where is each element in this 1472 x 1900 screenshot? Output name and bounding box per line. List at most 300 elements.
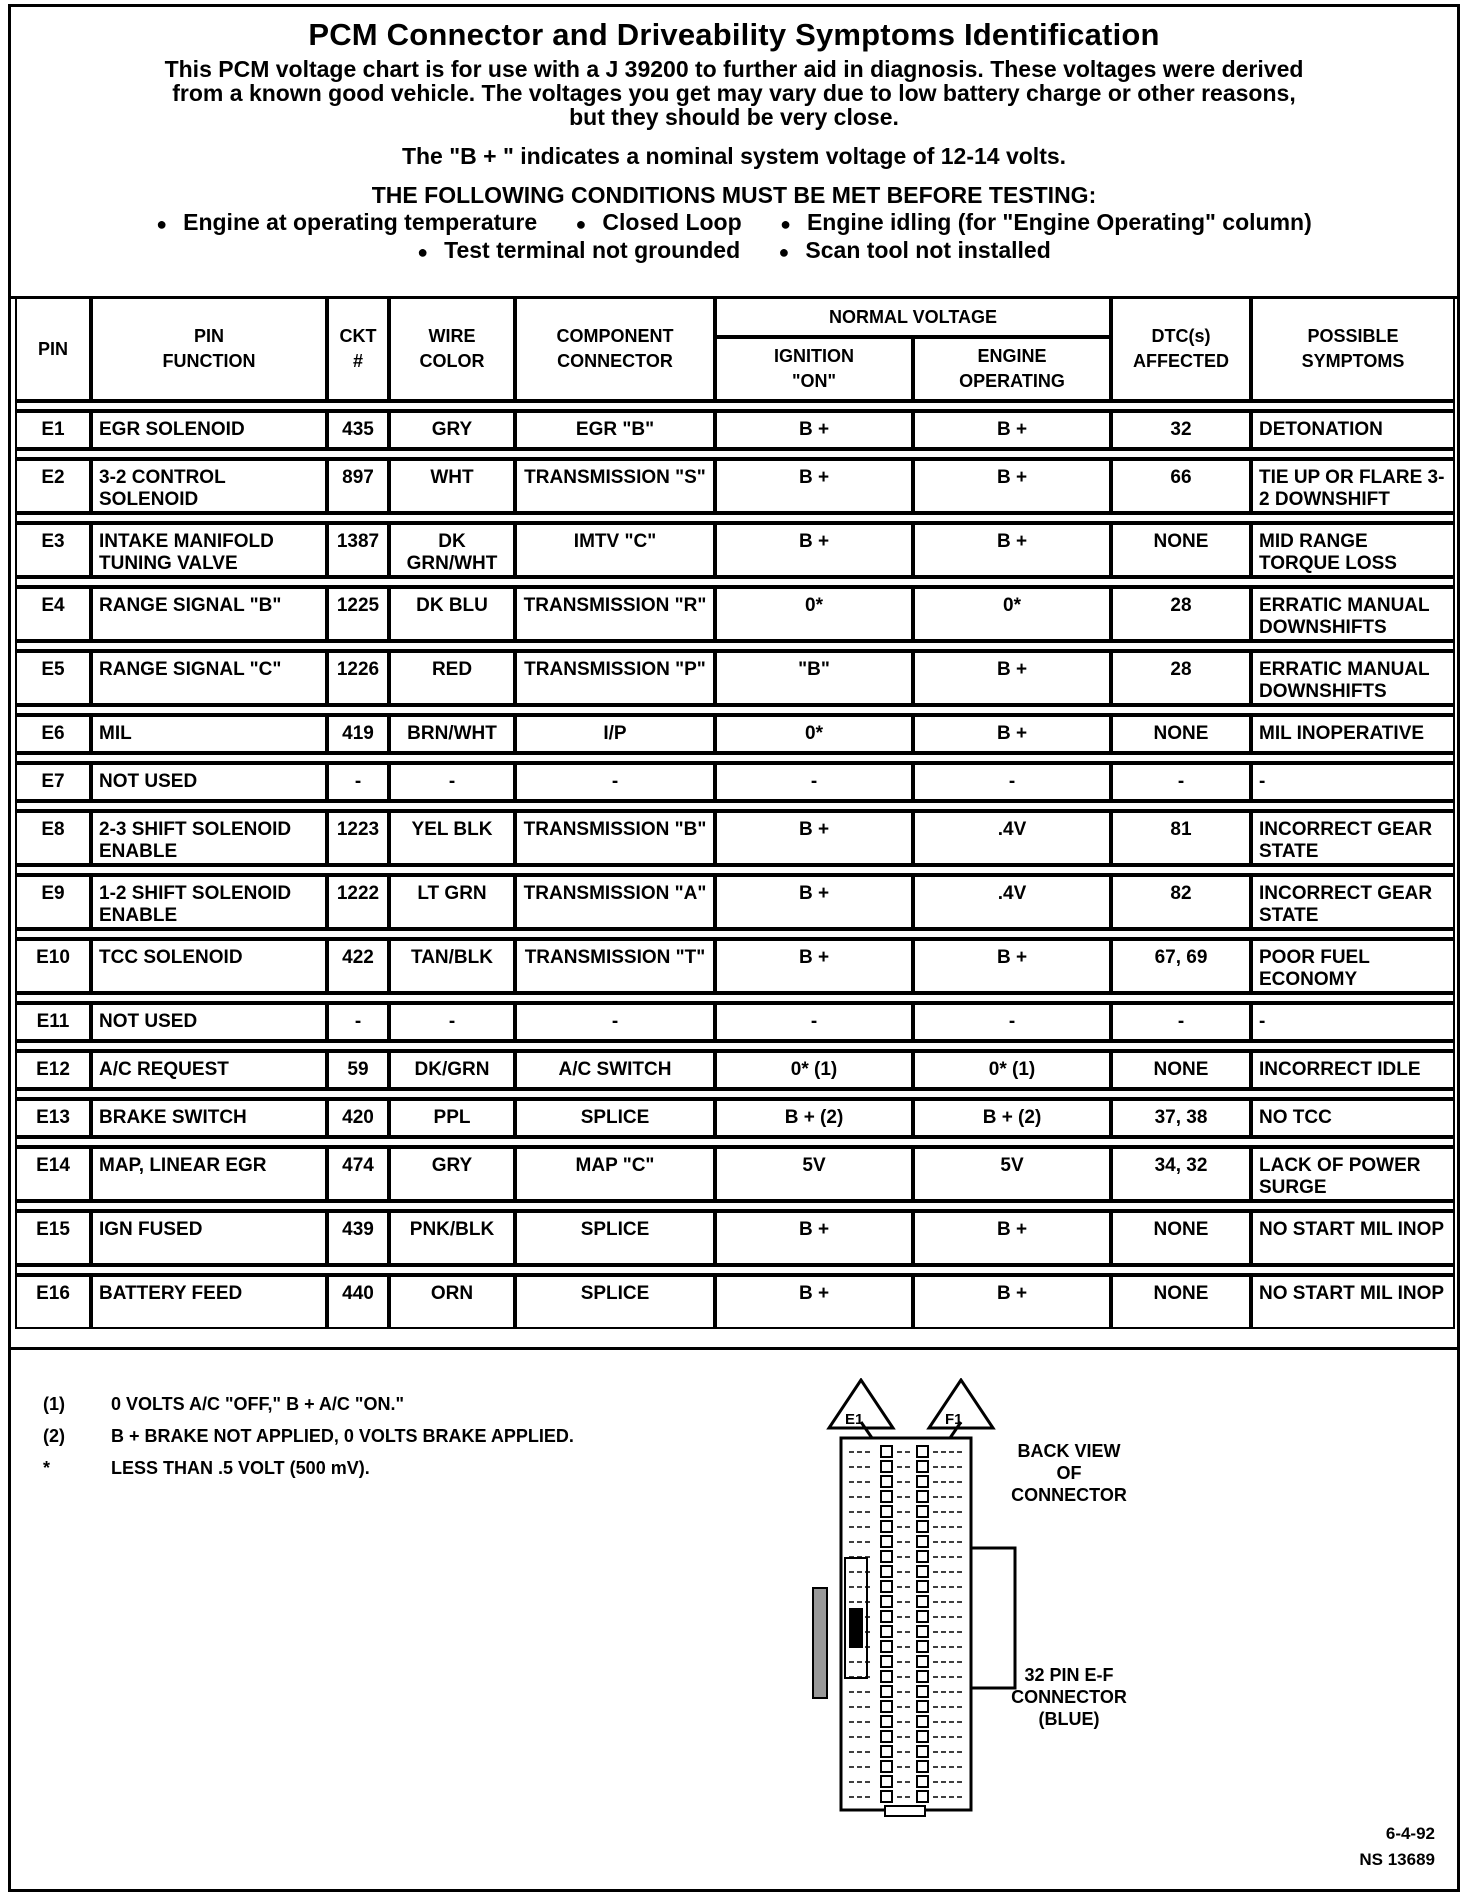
- dtc-cell: NONE: [1111, 523, 1251, 577]
- pin-cavity: [881, 1671, 892, 1682]
- table-row: [15, 763, 1455, 801]
- dtc-cell: 82: [1111, 875, 1251, 929]
- pin-cavity: [917, 1716, 928, 1727]
- col-header-pin-function: PIN FUNCTION: [91, 297, 327, 401]
- wire-color-cell: GRY: [389, 1147, 515, 1201]
- dtc-cell: NONE: [1111, 1275, 1251, 1329]
- pin-cavity: [881, 1776, 892, 1787]
- symptom-cell: LACK OF POWER SURGE: [1251, 1147, 1455, 1201]
- dtc-cell: -: [1111, 1003, 1251, 1041]
- row-spacer-cell: [15, 865, 1455, 875]
- ckt-cell: 420: [327, 1099, 389, 1137]
- condition-text: Closed Loop: [602, 209, 742, 235]
- condition-text: Test terminal not grounded: [444, 237, 741, 263]
- pin-label-line: 32 PIN E-F: [1024, 1665, 1114, 1685]
- ignition-voltage-cell: B +: [715, 939, 913, 993]
- table-row: [15, 1275, 1455, 1329]
- col-header-normal-voltage: NORMAL VOLTAGE: [715, 297, 1111, 337]
- wire-color-cell: DK BLU: [389, 587, 515, 641]
- pin-cavity: [917, 1761, 928, 1772]
- row-spacer: [15, 929, 1455, 939]
- component-cell: TRANSMISSION "R": [515, 587, 715, 641]
- function-cell: A/C REQUEST: [91, 1051, 327, 1089]
- condition-item: [409, 237, 748, 263]
- wire-color-cell: ORN: [389, 1275, 515, 1329]
- function-cell: RANGE SIGNAL "C": [91, 651, 327, 705]
- bullet-icon: ●: [780, 214, 791, 234]
- function-cell: 1-2 SHIFT SOLENOID ENABLE: [91, 875, 327, 929]
- table-row: [15, 811, 1455, 865]
- engine-voltage-cell: B + (2): [913, 1099, 1111, 1137]
- conditions-title: THE FOLLOWING CONDITIONS MUST BE MET BEFORE TESTING:: [371, 182, 1097, 208]
- wire-color-cell: DK/GRN: [389, 1051, 515, 1089]
- ignition-voltage-cell: B +: [715, 459, 913, 513]
- pin-cavity: [881, 1446, 892, 1457]
- ckt-cell: 422: [327, 939, 389, 993]
- wire-color-cell: WHT: [389, 459, 515, 513]
- intro-line-3: but they should be very close.: [569, 104, 899, 130]
- intro-line-2: from a known good vehicle. The voltages you get may vary due to low battery charge or other reasons,: [172, 80, 1296, 106]
- component-cell: -: [515, 763, 715, 801]
- engine-voltage-cell: B +: [913, 1275, 1111, 1329]
- bplus-note: The "B + " indicates a nominal system voltage of 12-14 volts.: [401, 143, 1067, 169]
- ckt-cell: 474: [327, 1147, 389, 1201]
- wire-color-cell: -: [389, 763, 515, 801]
- pin-cavity: [917, 1536, 928, 1547]
- table-row: [15, 587, 1455, 641]
- page-title: PCM Connector and Driveability Symptoms Identification: [308, 17, 1160, 52]
- symptom-cell: ERRATIC MANUAL DOWNSHIFTS: [1251, 651, 1455, 705]
- component-cell: EGR "B": [515, 411, 715, 449]
- component-cell: TRANSMISSION "B": [515, 811, 715, 865]
- pin-cavity: [881, 1746, 892, 1757]
- pin-cavity: [917, 1551, 928, 1562]
- conditions-line-1: [11, 209, 1457, 237]
- ignition-voltage-cell: -: [715, 763, 913, 801]
- bullet-icon: ●: [156, 214, 168, 234]
- pin-cavity: [881, 1476, 892, 1487]
- ckt-cell: -: [327, 763, 389, 801]
- row-spacer: [15, 753, 1455, 763]
- row-spacer-cell: [15, 1137, 1455, 1147]
- row-spacer: [15, 1137, 1455, 1147]
- pin-cell: E15: [15, 1211, 91, 1265]
- pin-cavity: [917, 1566, 928, 1577]
- symptom-cell: INCORRECT GEAR STATE: [1251, 875, 1455, 929]
- component-cell: A/C SWITCH: [515, 1051, 715, 1089]
- col-header-dtc: DTC(s) AFFECTED: [1111, 297, 1251, 401]
- engine-voltage-cell: B +: [913, 459, 1111, 513]
- row-spacer-cell: [15, 513, 1455, 523]
- engine-voltage-cell: B +: [913, 939, 1111, 993]
- ckt-cell: 1387: [327, 523, 389, 577]
- wire-color-cell: GRY: [389, 411, 515, 449]
- component-cell: IMTV "C": [515, 523, 715, 577]
- row-spacer: [15, 577, 1455, 587]
- row-spacer: [15, 449, 1455, 459]
- pin-cavity: [881, 1716, 892, 1727]
- row-spacer-cell: [15, 577, 1455, 587]
- engine-voltage-cell: -: [913, 763, 1111, 801]
- engine-voltage-cell: B +: [913, 523, 1111, 577]
- bullet-icon: ●: [575, 214, 587, 234]
- pin-label-line: (BLUE): [1038, 1709, 1100, 1729]
- pin-cavity: [917, 1776, 928, 1787]
- pin-table-body: [15, 401, 1455, 1329]
- pin-cavity: [917, 1491, 928, 1502]
- engine-voltage-cell: 0* (1): [913, 1051, 1111, 1089]
- pin-cavity: [881, 1521, 892, 1532]
- pin-cavity: [881, 1761, 892, 1772]
- function-cell: BRAKE SWITCH: [91, 1099, 327, 1137]
- intro-line-1: This PCM voltage chart is for use with a J 39200 to further aid in diagnosis. These voltages were derived: [164, 56, 1304, 82]
- table-row: [15, 523, 1455, 577]
- engine-voltage-cell: B +: [913, 715, 1111, 753]
- symptom-cell: NO TCC: [1251, 1099, 1455, 1137]
- pin-cavity: [917, 1596, 928, 1607]
- dtc-cell: 66: [1111, 459, 1251, 513]
- component-cell: TRANSMISSION "A": [515, 875, 715, 929]
- ckt-cell: 435: [327, 411, 389, 449]
- dtc-cell: 37, 38: [1111, 1099, 1251, 1137]
- notes-footer: [11, 1347, 1457, 1892]
- pin-cavity: [881, 1656, 892, 1667]
- engine-voltage-cell: 0*: [913, 587, 1111, 641]
- table-header-row-1: [15, 297, 1455, 337]
- function-cell: RANGE SIGNAL "B": [91, 587, 327, 641]
- f1-tag: F1: [945, 1411, 963, 1428]
- row-spacer-cell: [15, 993, 1455, 1003]
- row-spacer: [15, 641, 1455, 651]
- pin-cavity: [881, 1551, 892, 1562]
- symptom-cell: ERRATIC MANUAL DOWNSHIFTS: [1251, 587, 1455, 641]
- pin-voltage-table: [15, 297, 1455, 1329]
- pin-cavity: [881, 1626, 892, 1637]
- dtc-cell: NONE: [1111, 715, 1251, 753]
- row-spacer-cell: [15, 1041, 1455, 1051]
- function-cell: BATTERY FEED: [91, 1275, 327, 1329]
- function-cell: NOT USED: [91, 763, 327, 801]
- engine-voltage-cell: .4V: [913, 811, 1111, 865]
- ckt-cell: 897: [327, 459, 389, 513]
- ckt-cell: 1225: [327, 587, 389, 641]
- pin-cell: E3: [15, 523, 91, 577]
- pin-cell: E6: [15, 715, 91, 753]
- symptom-cell: INCORRECT IDLE: [1251, 1051, 1455, 1089]
- ignition-voltage-cell: B +: [715, 875, 913, 929]
- pin-cavity: [917, 1656, 928, 1667]
- pin-cavity: [881, 1461, 892, 1472]
- engine-voltage-cell: 5V: [913, 1147, 1111, 1201]
- row-spacer: [15, 1089, 1455, 1099]
- document-sheet: [8, 4, 1460, 1892]
- engine-voltage-cell: B +: [913, 651, 1111, 705]
- pin-cavity: [917, 1506, 928, 1517]
- pin-cavity: [881, 1701, 892, 1712]
- note-mark: *: [43, 1458, 51, 1478]
- pin-cell: E9: [15, 875, 91, 929]
- condition-item: [771, 237, 1059, 263]
- pin-cavity: [881, 1731, 892, 1742]
- function-cell: 3-2 CONTROL SOLENOID: [91, 459, 327, 513]
- dtc-cell: 81: [1111, 811, 1251, 865]
- dtc-cell: 34, 32: [1111, 1147, 1251, 1201]
- ckt-cell: 419: [327, 715, 389, 753]
- dtc-cell: 28: [1111, 587, 1251, 641]
- function-cell: INTAKE MANIFOLD TUNING VALVE: [91, 523, 327, 577]
- pin-cavity: [917, 1701, 928, 1712]
- function-cell: TCC SOLENOID: [91, 939, 327, 993]
- dtc-cell: 28: [1111, 651, 1251, 705]
- table-row: [15, 1211, 1455, 1265]
- symptom-cell: NO START MIL INOP: [1251, 1211, 1455, 1265]
- component-cell: TRANSMISSION "P": [515, 651, 715, 705]
- e1-tag: E1: [845, 1411, 864, 1428]
- wire-color-cell: TAN/BLK: [389, 939, 515, 993]
- symptom-cell: POOR FUEL ECONOMY: [1251, 939, 1455, 993]
- conditions-line-2: [11, 237, 1457, 265]
- connector-diagram: [811, 1378, 1131, 1823]
- pin-cell: E10: [15, 939, 91, 993]
- note-text: LESS THAN .5 VOLT (500 mV).: [111, 1458, 370, 1478]
- function-cell: EGR SOLENOID: [91, 411, 327, 449]
- pin-cell: E11: [15, 1003, 91, 1041]
- pin-cavity: [881, 1491, 892, 1502]
- pin-cell: E13: [15, 1099, 91, 1137]
- pin-cell: E2: [15, 459, 91, 513]
- engine-voltage-cell: B +: [913, 411, 1111, 449]
- row-spacer: [15, 513, 1455, 523]
- pin-cell: E7: [15, 763, 91, 801]
- table-row: [15, 1003, 1455, 1041]
- engine-voltage-cell: -: [913, 1003, 1111, 1041]
- pin-cavity: [917, 1611, 928, 1622]
- dtc-cell: 32: [1111, 411, 1251, 449]
- note-3: [43, 1458, 370, 1479]
- table-row: [15, 715, 1455, 753]
- pin-cell: E1: [15, 411, 91, 449]
- pin-cavity: [881, 1506, 892, 1517]
- row-spacer-cell: [15, 1089, 1455, 1099]
- condition-item: [772, 209, 1320, 235]
- connector-latch: [813, 1588, 827, 1698]
- symptom-cell: TIE UP OR FLARE 3-2 DOWNSHIFT: [1251, 459, 1455, 513]
- table-row: [15, 651, 1455, 705]
- condition-text: Scan tool not installed: [805, 237, 1051, 263]
- row-spacer-cell: [15, 401, 1455, 411]
- pin-cavity: [881, 1596, 892, 1607]
- ignition-voltage-cell: B +: [715, 1275, 913, 1329]
- ckt-cell: 439: [327, 1211, 389, 1265]
- pin-cavity: [917, 1521, 928, 1532]
- row-spacer-cell: [15, 449, 1455, 459]
- back-view-line: BACK VIEW: [1017, 1441, 1121, 1461]
- pin-cell: E16: [15, 1275, 91, 1329]
- bullet-icon: ●: [417, 242, 429, 262]
- row-spacer: [15, 993, 1455, 1003]
- row-spacer-cell: [15, 801, 1455, 811]
- document-header: [11, 7, 1457, 299]
- symptom-cell: INCORRECT GEAR STATE: [1251, 811, 1455, 865]
- row-spacer-cell: [15, 753, 1455, 763]
- pin-cavity: [881, 1536, 892, 1547]
- function-cell: 2-3 SHIFT SOLENOID ENABLE: [91, 811, 327, 865]
- pin-cell: E14: [15, 1147, 91, 1201]
- ignition-voltage-cell: B + (2): [715, 1099, 913, 1137]
- ignition-voltage-cell: 5V: [715, 1147, 913, 1201]
- symptom-cell: MIL INOPERATIVE: [1251, 715, 1455, 753]
- col-header-engine-operating: ENGINE OPERATING: [913, 337, 1111, 401]
- ckt-cell: 1222: [327, 875, 389, 929]
- ignition-voltage-cell: "B": [715, 651, 913, 705]
- ignition-voltage-cell: B +: [715, 411, 913, 449]
- note-text: 0 VOLTS A/C "OFF," B + A/C "ON.": [111, 1394, 404, 1414]
- col-header-ckt: CKT #: [327, 297, 389, 401]
- symptom-cell: DETONATION: [1251, 411, 1455, 449]
- pin-cavity: [917, 1461, 928, 1472]
- col-header-pin: PIN: [15, 297, 91, 401]
- connector-key: [849, 1608, 863, 1648]
- component-cell: MAP "C": [515, 1147, 715, 1201]
- function-cell: NOT USED: [91, 1003, 327, 1041]
- table-row: [15, 1099, 1455, 1137]
- wire-color-cell: YEL BLK: [389, 811, 515, 865]
- back-view-line: CONNECTOR: [1011, 1485, 1127, 1505]
- table-row: [15, 1147, 1455, 1201]
- engine-voltage-cell: .4V: [913, 875, 1111, 929]
- ignition-voltage-cell: B +: [715, 1211, 913, 1265]
- row-spacer: [15, 801, 1455, 811]
- pin-cavity: [881, 1686, 892, 1697]
- table-row: [15, 1051, 1455, 1089]
- col-header-wire-color: WIRE COLOR: [389, 297, 515, 401]
- row-spacer-cell: [15, 641, 1455, 651]
- ignition-voltage-cell: 0* (1): [715, 1051, 913, 1089]
- symptom-cell: MID RANGE TORQUE LOSS: [1251, 523, 1455, 577]
- col-header-component: COMPONENT CONNECTOR: [515, 297, 715, 401]
- row-spacer-cell: [15, 705, 1455, 715]
- row-spacer: [15, 401, 1455, 411]
- back-view-label: [999, 1440, 1139, 1506]
- pin-cavity: [917, 1671, 928, 1682]
- pin-cavity: [881, 1566, 892, 1577]
- ignition-voltage-cell: -: [715, 1003, 913, 1041]
- ignition-voltage-cell: B +: [715, 523, 913, 577]
- row-spacer: [15, 1265, 1455, 1275]
- ckt-cell: 1223: [327, 811, 389, 865]
- pin-cell: E5: [15, 651, 91, 705]
- bullet-icon: ●: [778, 242, 790, 262]
- pin-cell: E8: [15, 811, 91, 865]
- symptom-cell: NO START MIL INOP: [1251, 1275, 1455, 1329]
- table-row: [15, 459, 1455, 513]
- pin-cavity: [917, 1731, 928, 1742]
- pin-cavity: [881, 1791, 892, 1802]
- pin-cavity: [917, 1626, 928, 1637]
- dtc-cell: NONE: [1111, 1051, 1251, 1089]
- note-2: [43, 1426, 574, 1447]
- wire-color-cell: RED: [389, 651, 515, 705]
- document-id: NS 13689: [1359, 1850, 1435, 1869]
- condition-item: [568, 209, 750, 235]
- condition-text: Engine idling (for "Engine Operating" column): [806, 209, 1312, 235]
- symptom-cell: -: [1251, 763, 1455, 801]
- ckt-cell: 59: [327, 1051, 389, 1089]
- row-spacer: [15, 865, 1455, 875]
- pin-label-line: CONNECTOR: [1011, 1687, 1127, 1707]
- table-row: [15, 875, 1455, 929]
- component-cell: SPLICE: [515, 1099, 715, 1137]
- row-spacer-cell: [15, 1201, 1455, 1211]
- pin-cavity: [917, 1746, 928, 1757]
- back-view-line: OF: [1056, 1463, 1082, 1483]
- note-text: B + BRAKE NOT APPLIED, 0 VOLTS BRAKE APPLIED.: [111, 1426, 574, 1446]
- wire-color-cell: DK GRN/WHT: [389, 523, 515, 577]
- pin-table-area: [15, 297, 1455, 1329]
- row-spacer: [15, 705, 1455, 715]
- table-row: [15, 939, 1455, 993]
- ckt-cell: 1226: [327, 651, 389, 705]
- wire-color-cell: PPL: [389, 1099, 515, 1137]
- note-mark: (1): [43, 1394, 65, 1414]
- dtc-cell: -: [1111, 763, 1251, 801]
- component-cell: I/P: [515, 715, 715, 753]
- dtc-cell: NONE: [1111, 1211, 1251, 1265]
- component-cell: TRANSMISSION "S": [515, 459, 715, 513]
- pin-cavity: [917, 1791, 928, 1802]
- pin-cavity: [881, 1581, 892, 1592]
- row-spacer-cell: [15, 1265, 1455, 1275]
- pin-cell: E12: [15, 1051, 91, 1089]
- function-cell: MIL: [91, 715, 327, 753]
- component-cell: -: [515, 1003, 715, 1041]
- function-cell: IGN FUSED: [91, 1211, 327, 1265]
- ignition-voltage-cell: 0*: [715, 587, 913, 641]
- component-cell: TRANSMISSION "T": [515, 939, 715, 993]
- pin-cavity: [881, 1641, 892, 1652]
- pin-cell: E4: [15, 587, 91, 641]
- symptom-cell: -: [1251, 1003, 1455, 1041]
- note-mark: (2): [43, 1426, 65, 1446]
- pin-cavity: [917, 1476, 928, 1487]
- row-spacer: [15, 1041, 1455, 1051]
- condition-item: [148, 209, 545, 235]
- wire-color-cell: -: [389, 1003, 515, 1041]
- pin-cavity: [917, 1446, 928, 1457]
- col-header-symptoms: POSSIBLE SYMPTOMS: [1251, 297, 1455, 401]
- dtc-cell: 67, 69: [1111, 939, 1251, 993]
- ignition-voltage-cell: B +: [715, 811, 913, 865]
- ignition-voltage-cell: 0*: [715, 715, 913, 753]
- ckt-cell: 440: [327, 1275, 389, 1329]
- pin-cavity: [917, 1686, 928, 1697]
- col-header-ignition-on: IGNITION "ON": [715, 337, 913, 401]
- document-date: 6-4-92: [1385, 1824, 1435, 1843]
- note-1: [43, 1394, 404, 1415]
- row-spacer: [15, 1201, 1455, 1211]
- function-cell: MAP, LINEAR EGR: [91, 1147, 327, 1201]
- wire-color-cell: BRN/WHT: [389, 715, 515, 753]
- row-spacer-cell: [15, 929, 1455, 939]
- component-cell: SPLICE: [515, 1275, 715, 1329]
- ckt-cell: -: [327, 1003, 389, 1041]
- condition-text: Engine at operating temperature: [183, 209, 538, 235]
- pin-cavity: [917, 1641, 928, 1652]
- table-row: [15, 411, 1455, 449]
- wire-color-cell: PNK/BLK: [389, 1211, 515, 1265]
- engine-voltage-cell: B +: [913, 1211, 1111, 1265]
- pin-cavity: [917, 1581, 928, 1592]
